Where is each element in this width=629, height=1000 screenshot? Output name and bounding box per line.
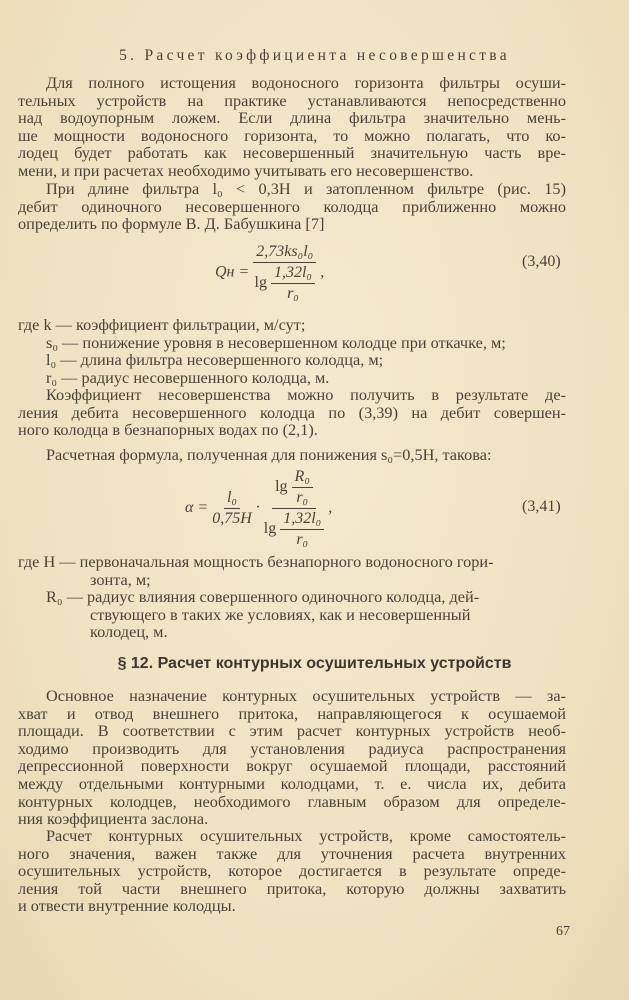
paragraph5-line: площади. В соответствии с этим расчет контурных устройств необ-: [18, 721, 566, 741]
formula-inner-den: r₀: [287, 285, 299, 302]
paragraph1-line: ше мощности водоносного горизонта, то можно полагать, что ко-: [18, 125, 566, 145]
paragraph3-line: Коэффициент несовершенства можно получить в результате де-: [46, 385, 566, 404]
legend1-line: s₀ — понижение уровня в несовершенном колодце при откачке, м;: [46, 332, 506, 352]
formula-lg: lg: [263, 520, 277, 538]
formula-lhs: Qн =: [215, 263, 250, 281]
legend1-line: где k — коэффициент фильтрации, м/сут;: [18, 315, 306, 334]
legend2-line: где H — первоначальная мощность безнапорного водоносного гори-: [18, 552, 494, 571]
formula-inner-num: 1,32l₀: [271, 264, 315, 284]
paragraph5-line: хват и отвод внешнего притока, направляющегося к осушаемой: [18, 703, 566, 723]
paragraph5-line: Основное назначение контурных осушительных устройств — за-: [46, 686, 566, 705]
formula-comma: ,: [328, 499, 333, 517]
paragraph6-line: осушительных устройств, которое достигается в результате опреде-: [18, 861, 566, 881]
formula-bot-den: r₀: [296, 531, 309, 548]
paragraph6-line: ления той части внешнего притока, которую должны захватить: [18, 878, 566, 898]
formula-lg: lg: [254, 274, 267, 292]
paragraph6-line: Расчет контурных осушительных устройств, кроме самостоятель-: [46, 826, 566, 845]
formula-lg: lg: [275, 478, 288, 496]
running-title: 5. Расчет коэффициента несовершенства: [119, 47, 510, 64]
equation-number-3-40: (3,40): [522, 253, 561, 270]
paragraph3-line: ного колодца в безнапорных водах по (2,1).: [18, 420, 318, 440]
paragraph1-line: лодец будет работать как несовершенный значительную часть вре-: [18, 143, 566, 163]
formula-lhs: α =: [185, 499, 209, 517]
formula-3-41: [185, 468, 332, 549]
legend1-line: l₀ — длина фильтра несовершенного колодца, м;: [46, 350, 384, 370]
legend2-line: колодец, м.: [90, 622, 168, 642]
legend2-line: R₀ — радиус влияния совершенного одиночного колодца, дей-: [46, 587, 480, 607]
formula-numerator: 2,73ks₀l₀: [253, 243, 316, 263]
equation-number-3-41: (3,41): [522, 498, 561, 515]
formula-den: 0,75H: [212, 510, 252, 527]
paragraph5-line: ходимо производить для установления радиуса распространения: [18, 738, 566, 758]
paragraph1-line: над водоупорным ложем. Если длина фильтра значительно мень-: [18, 108, 566, 128]
paragraph2-line: При длине фильтра l₀ < 0,3H и затопленном фильтре (рис. 15): [46, 179, 566, 198]
formula-comma: ,: [320, 263, 325, 281]
legend2-line: ствующего в таких же условиях, как и несовершенный: [90, 604, 471, 624]
legend2-line: зонта, м;: [90, 569, 151, 589]
paragraph1-line: тельных устройств на практике устанавливаются непосредственно: [18, 90, 566, 110]
paragraph2-line: дебит одиночного несовершенного колодца приближенно можно: [18, 196, 566, 216]
paragraph6-line: и отвести внутренние колодцы.: [18, 896, 236, 916]
paragraph5-line: депрессионной поверхности вокруг осушаемой площади, расстояний: [18, 756, 566, 776]
paragraph5-line: между отдельными контурными колодцами, т. е. числа их, дебита: [18, 774, 566, 793]
legend1-line: r₀ — радиус несовершенного колодца, м.: [46, 367, 330, 387]
formula-top-num: R₀: [292, 468, 313, 488]
paragraph3-line: ления дебита несовершенного колодца по (3,39) на дебит совершен-: [18, 402, 566, 422]
paragraph5-line: ния коэффициента заслона.: [18, 809, 209, 829]
paragraph6-line: ного значения, важен также для уточнения расчета внутренних: [18, 843, 566, 863]
formula-top-den: r₀: [296, 489, 309, 506]
page-number: 67: [556, 924, 570, 939]
formula-num: l₀: [224, 489, 240, 509]
formula-bot-num: 1,32l₀: [280, 510, 324, 530]
section-heading: § 12. Расчет контурных осушительных устройств: [117, 655, 512, 672]
paragraph1-line: мени, и при расчетах необходимо учитывать его несовершенство.: [18, 161, 474, 180]
paragraph5-line: контурных колодцев, необходимого главным образом для определе-: [18, 791, 566, 811]
paragraph4-line: Расчетная формула, полученная для понижения s₀=0,5H, такова:: [46, 445, 492, 464]
formula-3-40: [215, 243, 324, 303]
formula-dot: ·: [255, 499, 260, 517]
paragraph1-line: Для полного истощения водоносного горизонта фильтры осуши-: [46, 73, 566, 92]
paragraph2-line: определить по формуле В. Д. Бабушкина [7]: [18, 214, 325, 234]
